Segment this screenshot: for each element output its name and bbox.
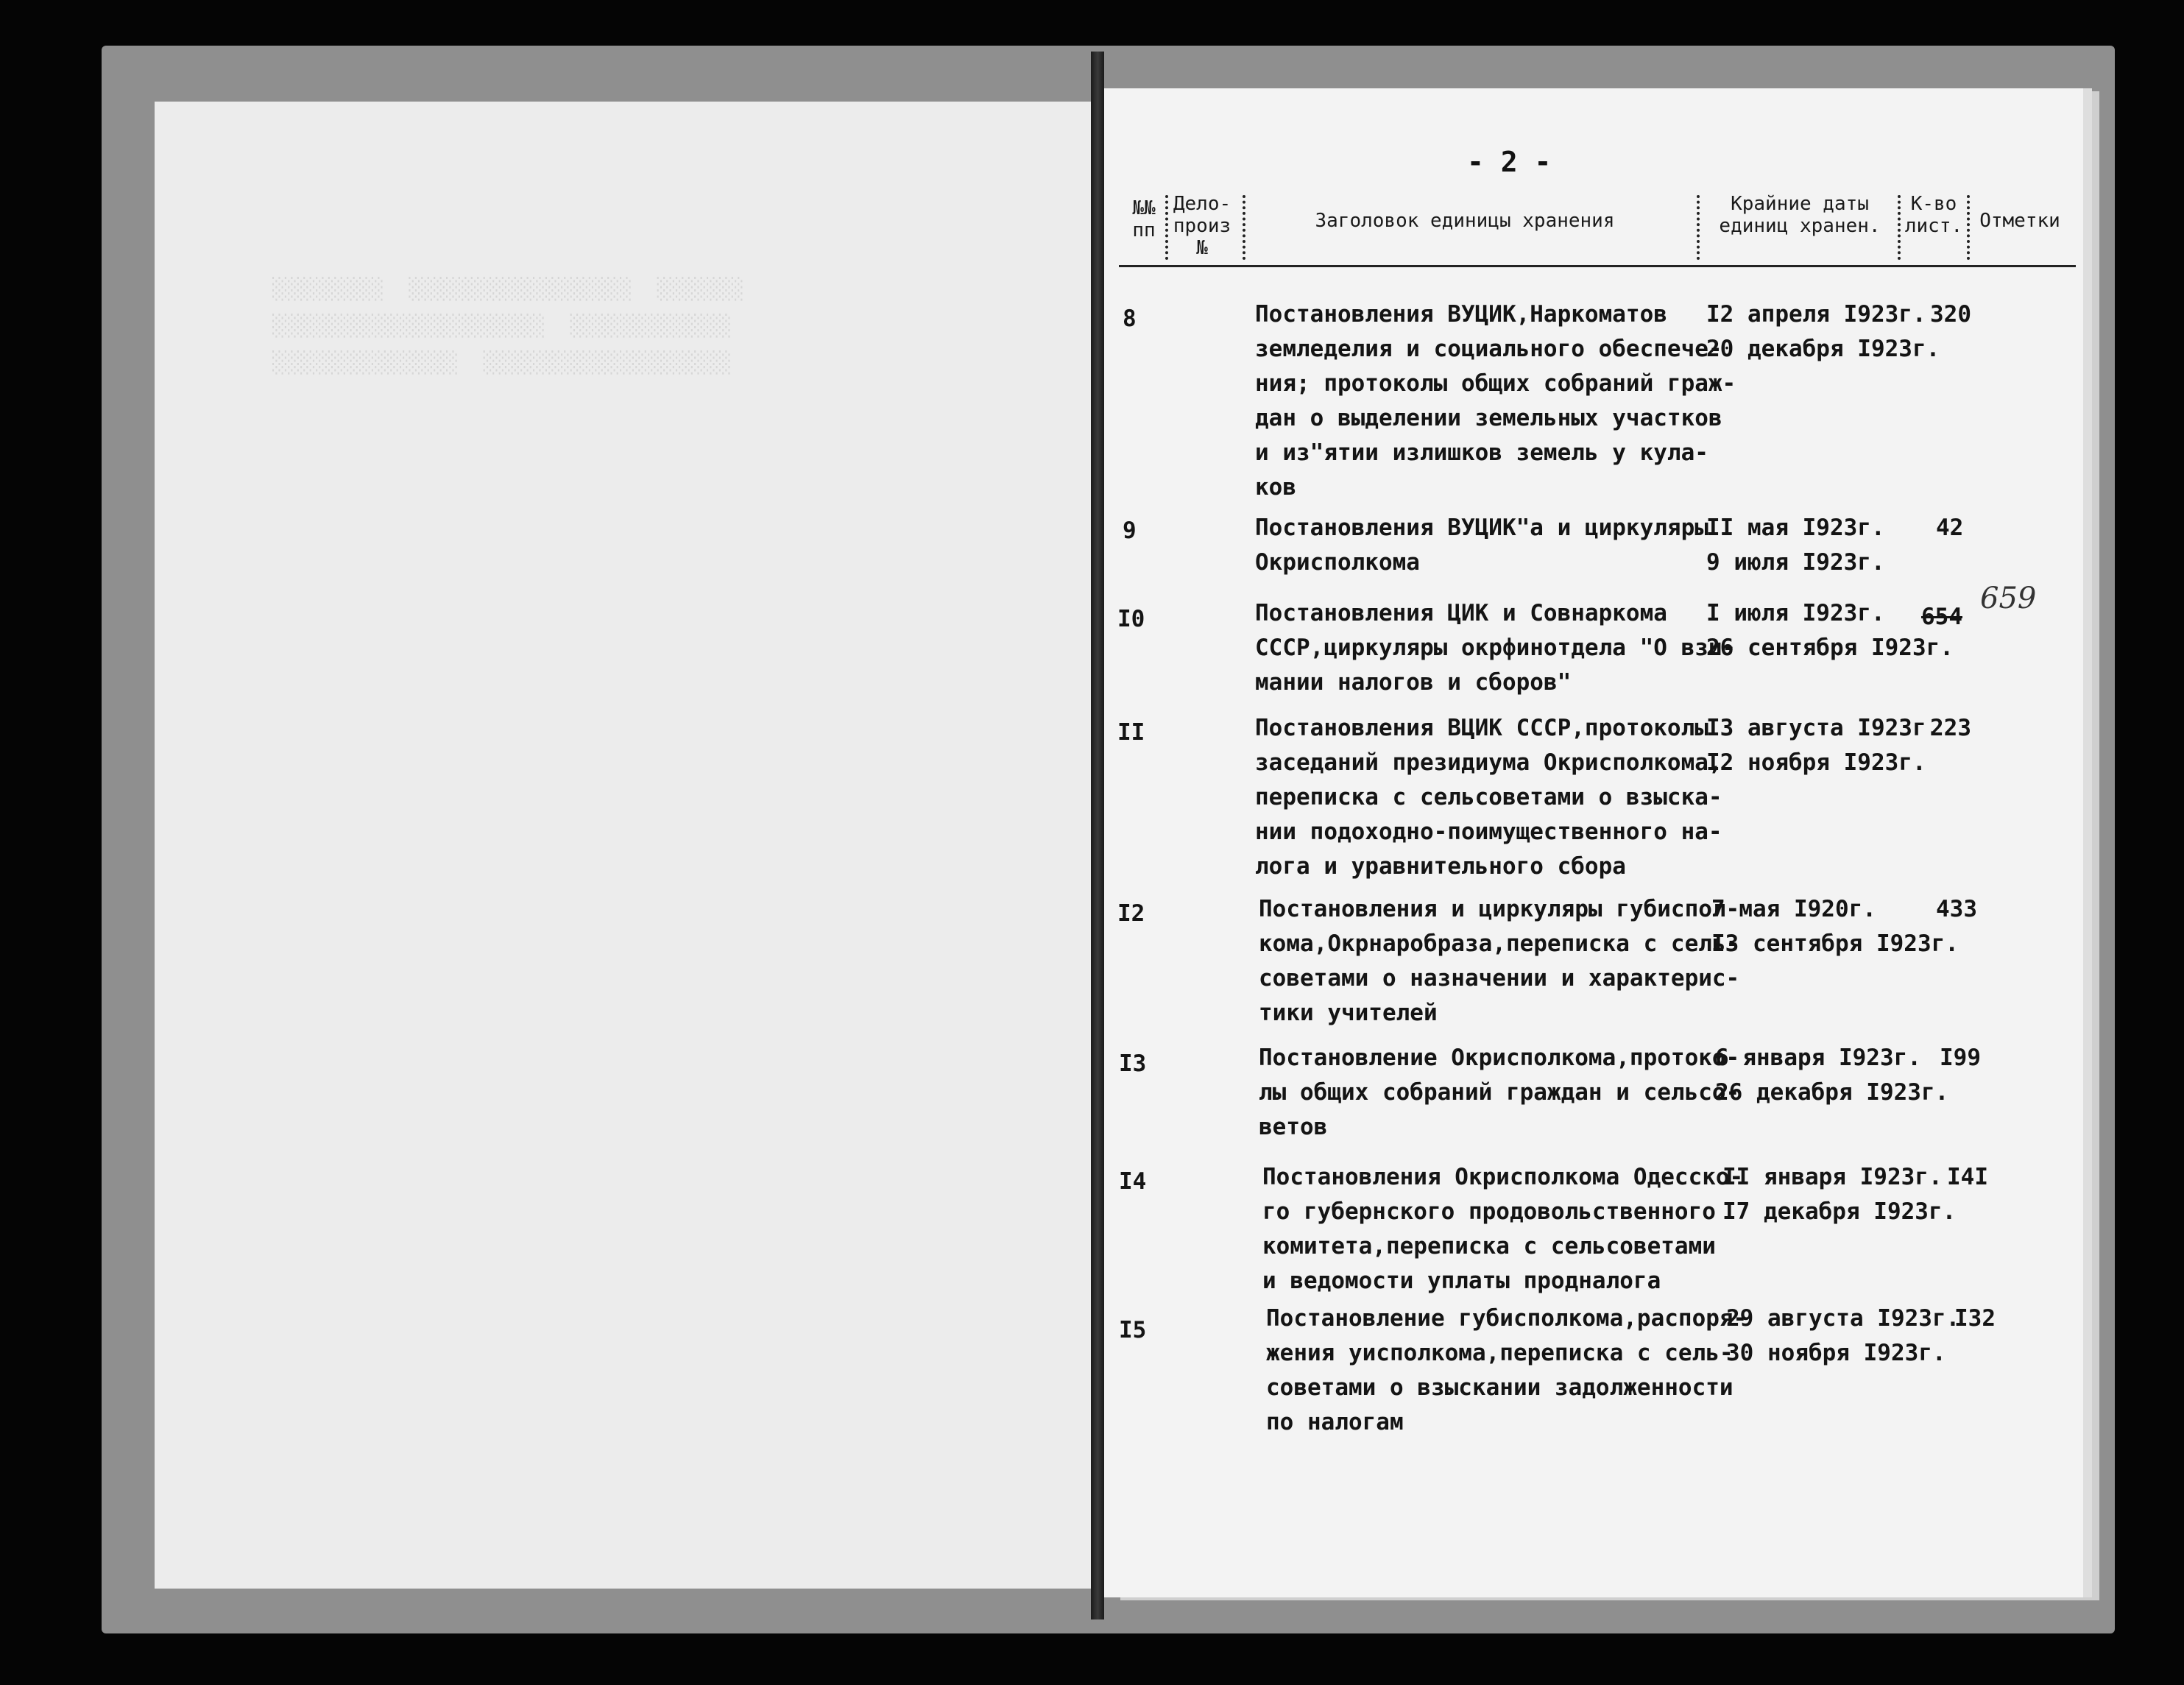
left-page-blank [155, 102, 1091, 1589]
row-dates: I2 апреля I923г. 20 декабря I923г. [1706, 301, 1940, 362]
book-spine [1091, 52, 1104, 1619]
row-dates: II мая I923г. 9 июля I923г. [1706, 515, 1885, 576]
column-separator [1243, 195, 1248, 260]
row-sheets: 654 [1921, 604, 1962, 630]
column-separator [1898, 195, 1904, 260]
row-dates: 6 января I923г. 26 декабря I923г. [1715, 1045, 1949, 1106]
header-rule [1119, 265, 2076, 267]
row-title: Постановления ЦИК и Совнаркома СССР,циркуляры окрфинотдела "О взи- мании налогов и сборов" [1255, 600, 1736, 696]
column-separator [1165, 195, 1171, 260]
show-through-text: ░░░░░░░░░ ░░░░░░░░░░░░░░░░░░ ░░░░░░░ ░░░░░░░░░░░░░░░░░░░░░░ ░░░░░░░░░░░░░ ░░░░░░░░░░░░░░░ ░░░░░░░░░░░░░░░░░░░░ [272, 277, 744, 375]
row-number: I3 [1119, 1050, 1147, 1077]
header-title: Заголовок единицы хранения [1315, 210, 1615, 232]
header-sheets: К-во лист. [1904, 193, 1963, 237]
page-number: - 2 - [1467, 146, 1552, 178]
header-notes: Отметки [1979, 210, 2060, 232]
column-separator [1697, 195, 1703, 260]
row-title: Постановления Окрисполкома Одесско- го губернского продовольственного комитета,переписка с сельсоветами и ведомости уплаты продналога [1262, 1164, 1744, 1294]
row-sheets: I4I [1947, 1164, 1988, 1190]
row-number: I4 [1119, 1168, 1147, 1195]
header-number: №№ пп [1132, 197, 1156, 241]
row-sheets: 433 [1936, 896, 1977, 922]
row-dates: I3 августа I923г. I2 ноября I923г. [1706, 715, 1940, 776]
column-separator [1967, 195, 1973, 260]
row-title: Постановление губисполкома,распоря- жения уисполкома,переписка с сель- советами о взыскании задолженности по налогам [1266, 1305, 1747, 1435]
row-sheets: 320 [1930, 301, 1971, 328]
row-sheets: I32 [1954, 1305, 1996, 1332]
row-sheets: I99 [1940, 1045, 1981, 1071]
row-dates: II января I923г. I7 декабря I923г. [1722, 1164, 1957, 1225]
row-title: Постановления ВЦИК СССР,протоколы заседаний президиума Окрисполкома, переписка с сельсоветами о взыска- нии подоходно-поимущественного на- лога и уравнительного сбора [1255, 715, 1722, 880]
row-dates: 7 мая I920г. I3 сентября I923г. [1711, 896, 1959, 957]
row-sheets: 223 [1930, 715, 1971, 741]
row-dates: I июля I923г. 26 сентября I923г. [1706, 600, 1954, 661]
row-number: II [1117, 719, 1145, 746]
row-number: I0 [1117, 606, 1145, 632]
handwritten-correction: 659 [1980, 582, 2037, 615]
row-number: I2 [1117, 900, 1145, 927]
row-dates: 29 августа I923г. 30 ноября I923г. [1726, 1305, 1960, 1366]
row-number: I5 [1119, 1317, 1147, 1343]
row-title: Постановление Окрисполкома,протоко- лы общих собраний граждан и сельсо- ветов [1259, 1045, 1740, 1140]
row-number: 8 [1123, 305, 1137, 332]
row-number: 9 [1123, 517, 1137, 544]
header-dates: Крайние даты единиц хранен. [1719, 193, 1881, 237]
row-sheets: 42 [1936, 515, 1964, 541]
row-title: Постановления ВУЦИК,Наркоматов земледелия и социального обеспече- ния; протоколы общих собраний граж- дан о выделении земельных участков и из"ятии излишков земель у кула- ков [1255, 301, 1736, 501]
header-case: Дело- произ № [1173, 193, 1231, 259]
row-title: Постановления ВУЦИК"а и циркуляры Окрисполкома [1255, 515, 1708, 576]
row-title: Постановления и циркуляры губиспол- кома,Окрнаробраза,переписка с сель- советами о назначении и характерис- тики учителей [1259, 896, 1740, 1026]
